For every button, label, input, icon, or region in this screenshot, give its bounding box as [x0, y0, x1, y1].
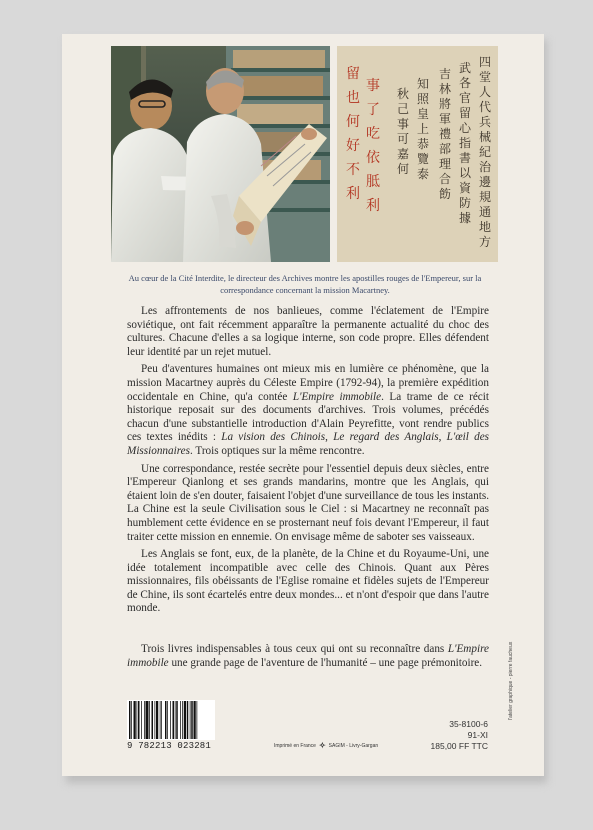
calligraphy-char: 規	[478, 190, 492, 204]
printer-name: SAGIM - Livry-Gargan	[328, 742, 379, 749]
calligraphy-char: 方	[478, 235, 492, 249]
calligraphy-char: 紀	[478, 145, 492, 159]
calligraphy-char: 秋	[396, 87, 410, 101]
red-apostille-mark: 依	[366, 150, 380, 166]
blurb-paragraph-1: Les affrontements de nos banlieues, comme l'éclatement de l'Empire soviétique, ont fait récemment apparaître la permanente actualité du choc des cultures. Chacune d'elles a sa logique interne, son code propre. Elles défendent leur identité par un rejet mutuel.	[127, 305, 489, 358]
barcode-bar	[138, 701, 140, 739]
calligraphy-char: 嘉	[396, 147, 410, 161]
calligraphy-char: 心	[458, 121, 472, 135]
calligraphy-char: 防	[458, 196, 472, 210]
barcode-bar	[155, 701, 156, 739]
calligraphy-char: 官	[458, 91, 472, 105]
calligraphy-char: 兵	[478, 115, 492, 129]
red-apostille-mark: 事	[366, 78, 380, 94]
calligraphy-char: 泰	[416, 167, 430, 181]
calligraphy-char: 部	[438, 142, 452, 156]
calligraphy-char: 事	[396, 117, 410, 131]
calligraphy-char: 林	[438, 82, 452, 96]
barcode-bar	[175, 701, 176, 739]
barcode-bar	[160, 701, 161, 739]
isbn-number: 9 782213 023281	[127, 741, 212, 751]
calligraphy-char: 資	[458, 181, 472, 195]
barcode-bar	[137, 701, 138, 739]
calligraphy-char: 人	[478, 85, 492, 99]
barcode-bar	[184, 701, 186, 739]
calligraphy-char: 何	[396, 162, 410, 176]
barcode-bar	[194, 701, 196, 739]
barcode-bar	[161, 701, 162, 739]
barcode-bar	[191, 701, 193, 739]
blurb-paragraph-3: Une correspondance, restée secrète pour l'essentiel depuis deux siècles, entre l'Empereur Qianlong et ses grands mandarins, montre que les Anglais, qui étaient loin de s'en douter, faisaient l'objet d'une surveillance de tous les instants. La Chine est la seule Civilisation sous le Ciel : si Macartney ne reconnaît pas humblement cette évidence en se prosternant neuf fois devant l'Empereur, il faut traiter cette mission en ennemie. On envisage même de saboter ses vaisseaux.	[127, 462, 489, 543]
barcode-bar	[146, 701, 149, 739]
barcode-bar	[170, 701, 171, 739]
design-credit-wrap	[508, 641, 518, 830]
calligraphy-char: 合	[438, 172, 452, 186]
red-apostille-mark: 不	[346, 162, 360, 178]
barcode-bar	[180, 701, 181, 739]
red-apostille-mark: 利	[366, 198, 380, 214]
calligraphy-char: 武	[458, 61, 472, 75]
barcode-bar	[134, 701, 136, 739]
calligraphy-char: 四	[478, 55, 492, 69]
archive-photograph	[111, 46, 330, 262]
calligraphy-char: 將	[438, 97, 452, 111]
barcode-bar	[197, 701, 198, 739]
barcode-bar	[190, 701, 191, 739]
calligraphy-char: 通	[478, 205, 492, 219]
calligraphy-char: 理	[438, 157, 452, 171]
catalog-code: 35-8100-6	[449, 719, 488, 729]
calligraphy-char: 械	[478, 130, 492, 144]
red-apostille-mark: 胝	[366, 174, 380, 190]
calligraphy-char: 知	[416, 77, 430, 91]
calligraphy-char: 治	[478, 160, 492, 174]
calligraphy-char: 皇	[416, 107, 430, 121]
barcode-bar	[167, 701, 168, 739]
red-apostille-mark: 留	[346, 66, 360, 82]
red-apostille-mark: 也	[346, 90, 360, 106]
price-label: 185,00 FF TTC	[430, 741, 488, 751]
printer-imprint	[274, 741, 378, 750]
calligraphy-char: 書	[458, 151, 472, 165]
calligraphy-char: 代	[478, 100, 492, 114]
barcode-bar	[176, 701, 178, 739]
calligraphy-char: 地	[478, 220, 492, 234]
barcode-bar	[182, 701, 183, 739]
photo-caption: Au cœur de la Cité Interdite, le directeur des Archives montre les apostilles rouges de l'Empereur, sur la correspondance concernant la mission Macartney.	[128, 273, 482, 295]
calligraphy-char: 上	[416, 122, 430, 136]
calligraphy-char: 各	[458, 76, 472, 90]
blurb-conclusion: Trois livres indispensables à tous ceux qui ont su reconnaître dans L'Empire immobile une grande page de l'aventure de l'humanité – une page prémonitoire.	[127, 643, 489, 669]
calligraphy-char: 飭	[438, 187, 452, 201]
isbn-barcode	[127, 700, 215, 740]
calligraphy-char: 吉	[438, 67, 452, 81]
edition-code: 91-XI	[467, 730, 488, 740]
barcode-bar	[144, 701, 145, 739]
barcode-bar	[173, 701, 175, 739]
barcode-bar	[129, 701, 131, 739]
calligraphy-char: 指	[458, 136, 472, 150]
calligraphy-char: 軍	[438, 112, 452, 126]
blurb-text	[127, 305, 489, 620]
blurb-paragraph-2: Peu d'aventures humaines ont mieux mis en lumière ce phénomène, que la mission Macartney auprès du Céleste Empire (1792-94), la première expédition occidentale en Chine, qu'a contée L'Empire immobile. La trame de ce récit historique reposait sur des documents d'archives. Trois volumes, précédés chacun d'une substantielle introduction d'Alain Peyrefitte, vont rendre publics ces textes inédits : La vision des Chinois, Le regard des Anglais, L'œil des Missionnaires. Trois optiques sur la même rencontre.	[127, 363, 490, 457]
barcode-bar	[156, 701, 158, 739]
calligraphy-char: 覽	[416, 152, 430, 166]
price-block	[420, 719, 488, 752]
red-apostille-mark: 何	[346, 114, 360, 130]
red-apostille-mark: 利	[346, 186, 360, 202]
barcode-bar	[165, 701, 167, 739]
calligraphy-char: 恭	[416, 137, 430, 151]
calligraphy-char: 邊	[478, 175, 492, 189]
barcode-bar	[141, 701, 142, 739]
blurb-paragraph-4: Les Anglais se font, eux, de la planète, de la Chine et du Royaume-Uni, une idée totalement incompatible avec celle des Chinois. Quant aux Pères missionnaires, fils obéissants de l'Eglise romaine et fidèles sujets de l'Empereur de Chine, ils sont écartelés entre deux mondes... et n'ont d'espoir que dans l'autre monde.	[127, 548, 489, 615]
barcode-bar	[149, 701, 150, 739]
calligraphy-char: 堂	[478, 70, 492, 84]
calligraphy-char: 留	[458, 106, 472, 120]
red-apostille-mark: 好	[346, 138, 360, 154]
calligraphy-char: 照	[416, 92, 430, 106]
calligraphy-char: 以	[458, 166, 472, 180]
calligraphy-char: 己	[396, 102, 410, 116]
barcode-bar	[187, 701, 189, 739]
printer-label: Imprimé en France	[274, 742, 316, 749]
imperial-manuscript-image	[337, 46, 498, 262]
calligraphy-char: 禮	[438, 127, 452, 141]
red-apostille-mark: 了	[366, 102, 380, 118]
printer-logo-icon: ✧	[318, 741, 326, 750]
red-apostille-mark: 吃	[366, 126, 380, 142]
barcode-bar	[152, 701, 154, 739]
design-credit: l'atelier graphique - pierre faucheux	[508, 641, 514, 720]
calligraphy-char: 據	[458, 211, 472, 225]
calligraphy-char: 可	[396, 132, 410, 146]
barcode-bar	[131, 701, 132, 739]
